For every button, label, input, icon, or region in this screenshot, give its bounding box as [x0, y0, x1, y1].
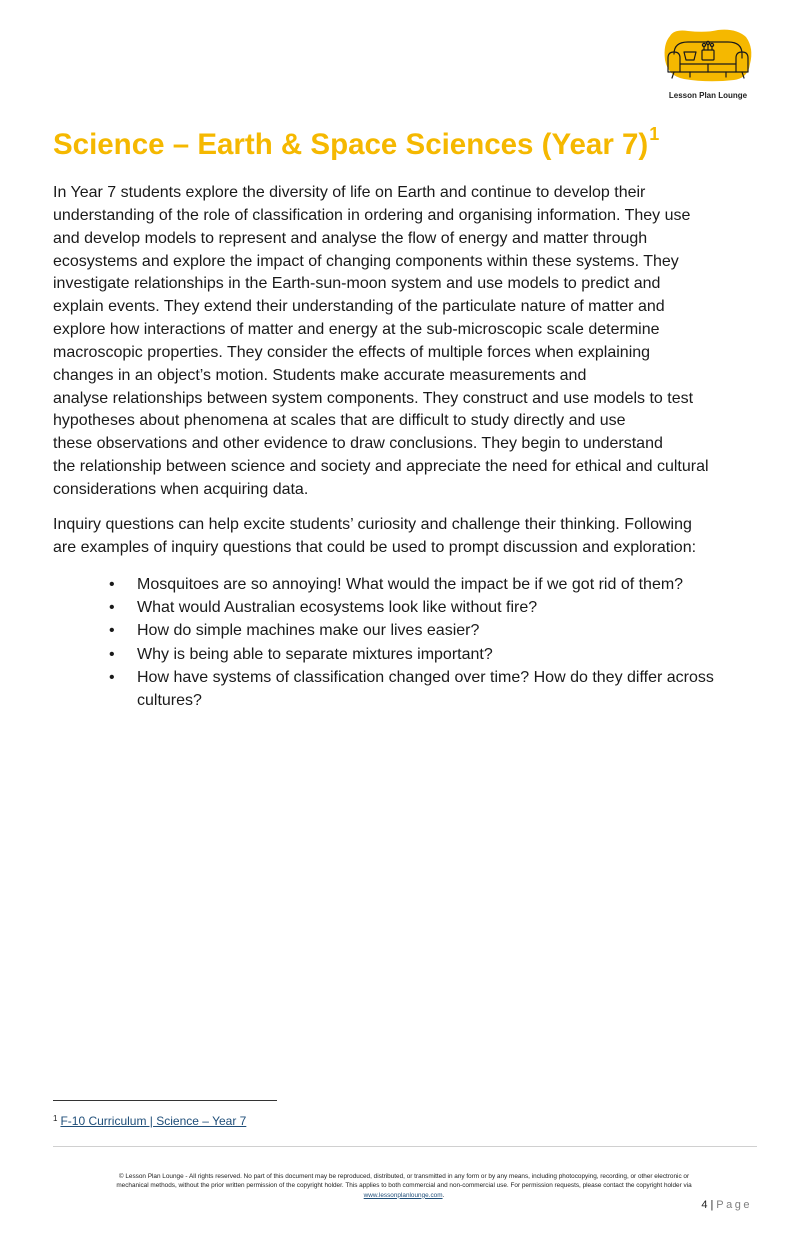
list-item: [53, 643, 714, 666]
question-text: Why is being able to separate mixtures important?: [137, 645, 493, 663]
list-item: [53, 573, 714, 596]
list-item: [53, 619, 714, 642]
page-number-value: 4: [701, 1199, 708, 1211]
intro-line: ecosystems and explore the impact of changing components within these systems. They: [53, 252, 679, 270]
list-item: [53, 596, 714, 619]
intro-line: understanding of the role of classification in ordering and organising information. They use: [53, 206, 691, 224]
copyright-line: mechanical methods, without the prior written permission of the copyright holder. This applies to both commercial and non-commercial use. For permission requests, please contact the copyright holder via: [116, 1182, 692, 1190]
bullet: •: [109, 576, 115, 593]
intro-line: investigate relationships in the Earth-sun-moon system and use models to predict and: [53, 275, 661, 293]
page-title-text: Science – Earth & Space Sciences (Year 7): [53, 128, 649, 161]
bullet: •: [109, 645, 115, 663]
logo-text: Lesson Plan Lounge: [668, 91, 748, 100]
bullet: •: [109, 622, 115, 640]
copyright-link-line: [40, 1191, 768, 1200]
bullet: •: [109, 668, 115, 686]
question-text-continued: cultures?: [137, 692, 202, 710]
inquiry-line: are examples of inquiry questions that could be used to prompt discussion and exploration:: [53, 538, 697, 556]
intro-line: In Year 7 students explore the diversity of life on Earth and continue to develop their: [53, 184, 646, 201]
question-text: What would Australian ecosystems look like without fire?: [137, 599, 538, 617]
copyright-line: © Lesson Plan Lounge - All rights reserved. No part of this document may be reproduced, distributed, or transmitted in any form or by any means, including photocopying, recording, or other electronic or: [118, 1173, 690, 1180]
title-footnote-ref[interactable]: 1: [649, 124, 660, 144]
intro-line: the relationship between science and society and appreciate the need for ethical and cultural: [53, 458, 709, 476]
page-number: [701, 1199, 752, 1211]
footnote: [53, 1114, 246, 1128]
page-title: [53, 124, 660, 162]
bullet: •: [109, 599, 115, 617]
lesson-plan-lounge-logo: [660, 28, 760, 104]
intro-line: changes in an object’s motion. Students make accurate measurements and: [53, 366, 587, 384]
intro-line: explain events. They extend their understanding of the particulate nature of matter and: [53, 298, 665, 316]
page-separator: |: [710, 1199, 714, 1211]
footnote-separator: [53, 1100, 277, 1101]
question-text: How do simple machines make our lives easier?: [137, 622, 480, 640]
question-text: How have systems of classification changed over time? How do they differ across: [137, 668, 714, 686]
intro-line: macroscopic properties. They consider the effects of multiple forces when explaining: [53, 343, 651, 361]
website-link[interactable]: www.lessonplanlounge.com: [363, 1191, 443, 1199]
inquiry-paragraph: [53, 514, 696, 560]
intro-line: and develop models to represent and analyse the flow of energy and matter through: [53, 229, 648, 247]
inquiry-questions-list: [53, 573, 714, 712]
intro-line: explore how interactions of matter and energy at the sub-microscopic scale determine: [53, 321, 660, 339]
intro-line: these observations and other evidence to draw conclusions. They begin to understand: [53, 435, 663, 453]
intro-paragraph: [53, 182, 709, 502]
footnote-number: 1: [53, 1114, 58, 1123]
page-label: Page: [716, 1199, 752, 1211]
intro-line: considerations when acquiring data.: [53, 480, 309, 498]
sofa-logo-icon: [660, 28, 756, 90]
footer-divider: [53, 1146, 757, 1147]
list-item: [53, 666, 714, 712]
inquiry-line: Inquiry questions can help excite students’ curiosity and challenge their thinking. Following: [53, 516, 692, 533]
curriculum-link[interactable]: F-10 Curriculum | Science – Year 7: [60, 1114, 247, 1128]
copyright-link-suffix: .: [442, 1191, 445, 1199]
question-text: Mosquitoes are so annoying! What would the impact be if we got rid of them?: [137, 576, 684, 593]
copyright-notice: [40, 1172, 768, 1200]
intro-line: analyse relationships between system components. They construct and use models to test: [53, 389, 694, 407]
intro-line: hypotheses about phenomena at scales that are difficult to study directly and use: [53, 412, 626, 430]
